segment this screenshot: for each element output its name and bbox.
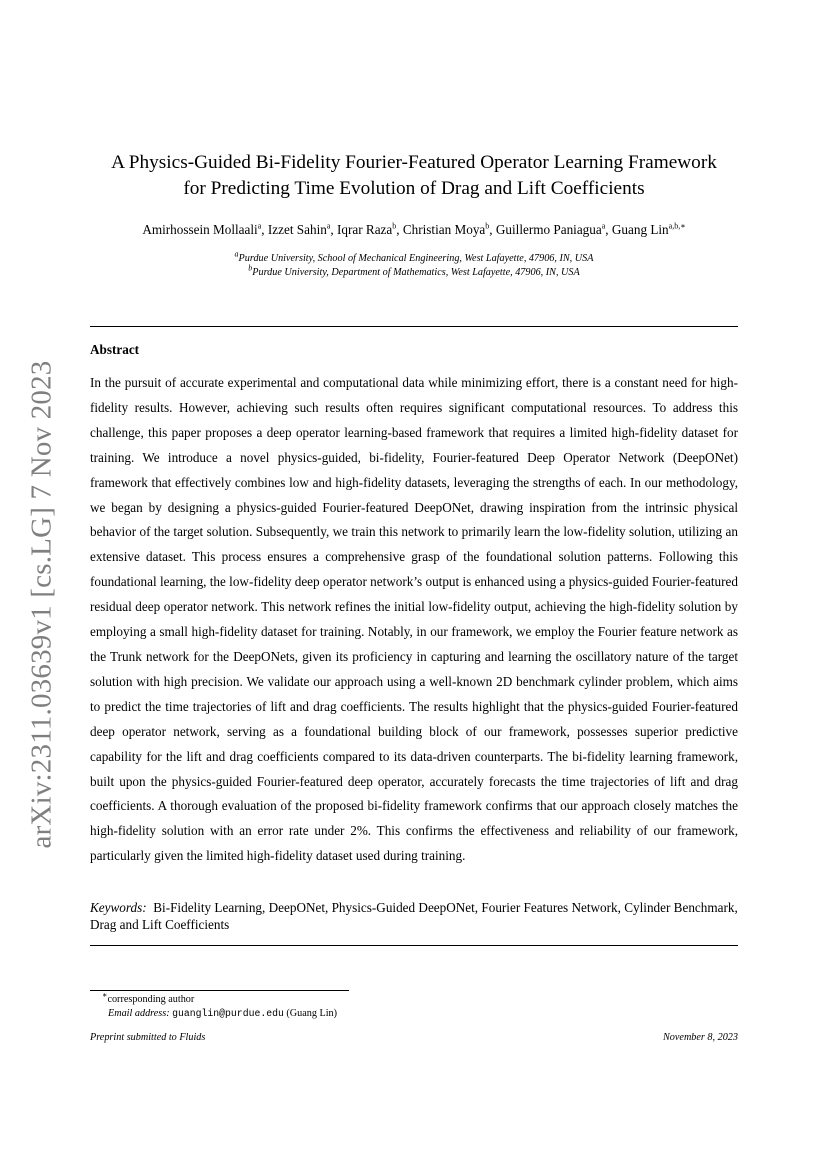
footnote <box>90 990 338 1020</box>
footnote-divider <box>90 990 349 991</box>
email-label: Email address: <box>108 1007 170 1019</box>
author: Izzet Sahin$^a$ <box>267 221 331 237</box>
keywords-label: Keywords: <box>90 900 147 915</box>
email-owner: (Guang Lin) <box>286 1007 338 1019</box>
abstract-heading: Abstract <box>90 342 140 357</box>
author: Guang Lin$^{a,b,∗}$ <box>611 221 686 237</box>
keywords <box>90 899 738 933</box>
affiliation-b: $^b$Purdue University, Department of Mathematics, West Lafayette, 47906, IN, USA <box>248 263 580 278</box>
author-list: Amirhossein Mollaali$^a$, Izzet Sahin$^a$, Iqrar Raza$^b$, Christian Moya$^b$, Guillermo Paniagua$^a$, Guang Lin$^{a,b,∗}$ <box>142 221 686 237</box>
affiliation-a: $^a$Purdue University, School of Mechanical Engineering, West Lafayette, 47906, IN, USA <box>234 249 594 264</box>
author: Christian Moya$^b$ <box>402 221 490 237</box>
footnote-marker: ∗ <box>102 990 108 1000</box>
arxiv-id-text: arXiv:2311.03639v1 [cs.LG] 7 Nov 2023 <box>25 360 58 848</box>
arxiv-identifier-stamp <box>22 360 62 848</box>
preprint-date: November 8, 2023 <box>663 1032 738 1043</box>
preprint-note: Preprint submitted to Fluids <box>90 1032 206 1043</box>
email-link[interactable]: guanglin@purdue.edu <box>172 1007 284 1019</box>
author: Iqrar Raza$^b$ <box>336 221 397 237</box>
abstract-body: In the pursuit of accurate experimental and computational data while minimizing effort, there is a constant need for high-fidelity results. However, achieving such results often requires significant computational resources. To address this challenge, this paper proposes a deep operator learning-based framework that requires a limited high-fidelity dataset for training. We introduce a novel physics-guided, bi-fidelity, Fourier-featured Deep Operator Network (DeepONet) framework that effectively combines low and high-fidelity datasets, leveraging the strengths of each. In our methodology, we began by designing a physics-guided Fourier-featured DeepONet, drawing inspiration from the intrinsic physical behavior of the target solution. Subsequently, we train this network to primarily learn the low-fidelity solution, utilizing an extensive dataset. This process ensures a comprehensive grasp of the foundational solution patterns. Following this foundational learning, the low-fidelity deep operator network’s output is enhanced using a physics-guided Fourier-featured residual deep operator network. This network refines the initial low-fidelity output, achieving the high-fidelity solution by employing a small high-fidelity dataset for training. Notably, in our framework, we employ the Fourier feature network as the Trunk network for the DeepONets, given its proficiency in capturing and learning the oscillatory nature of the target solution with high precision. We validate our approach using a well-known 2D benchmark cylinder problem, which aims to predict the time trajectories of lift and drag coefficients. The results highlight that the physics-guided Fourier-featured deep operator network, serving as a foundational building block of our framework, possesses superior predictive capability for the lift and drag coefficients compared to its data-driven counterparts. The bi-fidelity learning framework, built upon the physics-guided Fourier-featured deep operator, accurately forecasts the time trajectories of lift and drag coefficients. A thorough evaluation of the proposed bi-fidelity framework confirms that our approach closely matches the high-fidelity solution with an error rate under 2%. This confirms the effectiveness and reliability of our framework, particularly given the limited high-fidelity dataset used during training. <box>90 375 738 864</box>
keywords-list: Bi-Fidelity Learning, DeepONet, Physics-Guided DeepONet, Fourier Features Network, Cylinder Benchmark, Drag and Lift Coefficients <box>90 900 738 932</box>
title-line-2: for Predicting Time Evolution of Drag and Lift Coefficients <box>183 178 645 199</box>
bottom-divider <box>90 945 738 946</box>
affiliations <box>90 249 738 279</box>
author: Amirhossein Mollaali$^a$ <box>142 221 262 237</box>
paper-title <box>90 150 738 202</box>
author: Guillermo Paniagua$^a$ <box>495 221 606 237</box>
top-divider <box>90 326 738 327</box>
title-line-1: A Physics-Guided Bi-Fidelity Fourier-Featured Operator Learning Framework <box>111 152 717 173</box>
corresponding-author-note: corresponding author <box>107 994 195 1005</box>
